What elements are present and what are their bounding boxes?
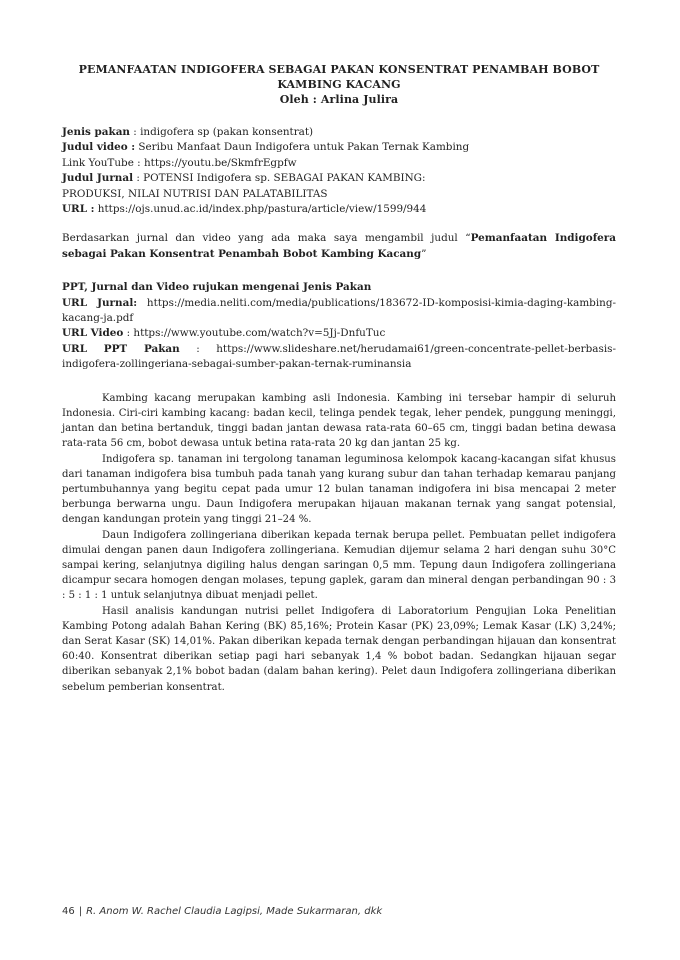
judul-jurnal-line-2: PRODUKSI, NILAI NUTRISI DAN PALATABILITAS <box>62 187 328 200</box>
title-line-2: KAMBING KACANG <box>277 78 401 91</box>
body-paragraph-4: Hasil analisis kandungan nutrisi pellet Indigofera di Laboratorium Pengujian Loka Penelitian Kambing Potong adalah Bahan Kering (BK) 85,16%; Protein Kasar (PK) 23,09%; Lemak Kasar (LK) 3,24%; dan Serat Kasar (SK) 14,01%. Pakan diberikan kepada ternak dengan perbandingan hijauan dan konsentrat 60:40. Konsentrat diberikan setiap pagi hari sebanyak 1,4 % bobot badan. Sedangkan hijauan segar diberikan sebanyak 2,1% bobot badan (dalam bahan kering). Pelet daun Indigofera zollingeriana diberikan sebelum pemberian konsentrat. <box>62 605 616 693</box>
url-ppt-line <box>62 342 616 373</box>
intro-title-bold: Pemanfaatan Indigofera sebagai Pakan Konsentrat Penambah Bobot Kambing Kacang <box>62 232 616 260</box>
judul-video-value: Seribu Manfaat Daun Indigofera untuk Pakan Ternak Kambing <box>135 141 470 154</box>
author-line: Oleh : Arlina Julira <box>279 93 399 106</box>
references-heading: PPT, Jurnal dan Video rujukan mengenai Jenis Pakan <box>62 281 372 294</box>
intro-text-1: Berdasarkan jurnal dan video yang ada maka saya mengambil judul “ <box>62 232 471 245</box>
title-line-1: PEMANFAATAN INDIGOFERA SEBAGAI PAKAN KONSENTRAT PENAMBAH BOBOT <box>78 63 600 76</box>
intro-paragraph <box>62 231 616 262</box>
url-video-label: URL Video <box>62 327 124 340</box>
body-paragraph-1: Kambing kacang merupakan kambing asli Indonesia. Kambing ini tersebar hampir di seluruh Indonesia. Ciri-ciri kambing kacang: badan kecil, telinga pendek tegak, leher pendek, punggung meninggi, jantan dan betina bertanduk, tinggi badan jantan dewasa rata-rata 60–65 cm, tinggi badan betina dewasa rata-rata 56 cm, bobot dewasa untuk betina rata-rata 20 kg dan jantan 25 kg. <box>62 392 616 450</box>
url-video-line <box>62 326 616 341</box>
intro-text-2: ” <box>421 247 427 260</box>
url-ppt-value: : https://www.slideshare.net/herudamai61/green-concentrate-pellet-berbasis-indigofera-zollingeriana-sebagai-sumber-pakan-ternak-ruminansia <box>62 342 616 371</box>
references-block <box>62 280 616 372</box>
body-text <box>62 391 616 695</box>
url-video-value: : https://www.youtube.com/watch?v=5Jj-DnfuTuc <box>123 327 386 340</box>
judul-jurnal-label: Judul Jurnal <box>62 172 134 185</box>
judul-jurnal-line <box>62 171 616 186</box>
youtube-link-line: Link YouTube : https://youtu.be/SkmfrEgpfw <box>62 156 297 169</box>
url-jurnal-value: https://media.neliti.com/media/publications/183672-ID-komposisi-kimia-daging-kambing-kacang-ja.pdf <box>62 296 616 325</box>
page-number: 46 <box>62 906 75 917</box>
url-jurnal-label: URL Jurnal: <box>62 296 138 309</box>
url-value: https://ojs.unud.ac.id/index.php/pastura/article/view/1599/944 <box>94 203 427 216</box>
judul-jurnal-value: : POTENSI Indigofera sp. SEBAGAI PAKAN KAMBING: <box>133 172 426 185</box>
footer-separator: | <box>78 906 83 917</box>
body-paragraph-3: Daun Indigofera zollingeriana diberikan kepada ternak berupa pellet. Pembuatan pellet indigofera dimulai dengan panen daun Indigofera zollingeriana. Kemudian dijemur selama 2 hari dengan suhu 30°C sampai kering, selanjutnya digiling halus dengan saringan 0,5 mm. Tepung daun Indigofera zollingeriana dicampur secara homogen dengan molases, tepung gaplek, garam dan mineral dengan perbandingan 90 : 3 : 5 : 1 : 1 untuk selanjutnya dibuat menjadi pellet. <box>62 529 616 602</box>
meta-block <box>62 125 616 217</box>
url-line <box>62 202 616 217</box>
jenis-pakan-line <box>62 125 616 140</box>
url-ppt-label: URL PPT Pakan <box>62 342 180 355</box>
url-jurnal-line <box>62 296 616 327</box>
jenis-pakan-value: : indigofera sp (pakan konsentrat) <box>129 126 314 138</box>
page-footer <box>62 906 382 917</box>
judul-video-line <box>62 140 616 155</box>
body-paragraph-2: Indigofera sp. tanaman ini tergolong tanaman leguminosa kelompok kacang-kacangan sifat khusus dari tanaman indigofera bisa tumbuh pada tanah yang kurang subur dan tahan terhadap kemarau panjang pertumbuhannya yang begitu cepat pada umur 12 bulan tanaman indigofera ini bisa mencapai 2 meter berbunga berwarna ungu. Daun Indigofera merupakan hijauan makanan ternak yang sangat potensial, dengan kandungan protein yang tinggi 21–24 %. <box>62 453 616 526</box>
footer-authors: R. Anom W. Rachel Claudia Lagipsi, Made Sukarmaran, dkk <box>86 906 383 917</box>
url-label: URL : <box>62 203 95 216</box>
judul-video-label: Judul video : <box>62 141 136 154</box>
document-title <box>62 62 616 107</box>
document-page <box>62 62 616 695</box>
jenis-pakan-label: Jenis pakan <box>62 126 130 138</box>
